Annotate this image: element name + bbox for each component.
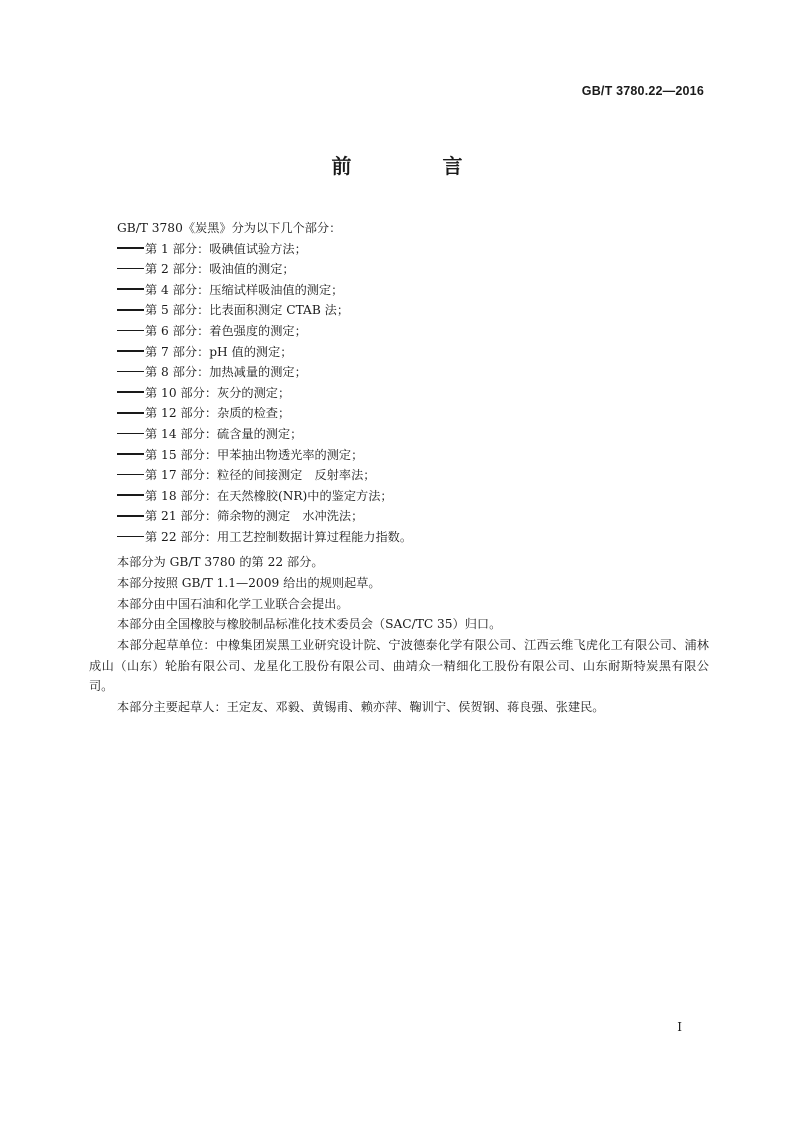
page-title: 前 言: [331, 154, 505, 178]
em-dash-marker: [117, 515, 144, 517]
standard-code: GB/T 3780.22—2016: [581, 84, 704, 98]
part-item: [117, 280, 710, 301]
part-item: [117, 465, 710, 486]
statement-is-part: 本部分为 GB/T 3780 的第 22 部分。: [117, 555, 324, 569]
em-dash-marker: [117, 288, 144, 290]
part-item-text: 第 17 部分：粒径的间接测定 反射率法；: [145, 468, 376, 483]
part-item: [117, 259, 710, 280]
part-item-text: 第 12 部分：杂质的检查；: [145, 406, 291, 421]
part-item-text: 第 1 部分：吸碘值试验方法；: [145, 241, 307, 256]
em-dash-marker: [117, 536, 144, 538]
statement-administered-by: 本部分由全国橡胶与橡胶制品标准化技术委员会（SAC/TC 35）归口。: [117, 617, 502, 631]
em-dash-marker: [117, 247, 144, 249]
em-dash-marker: [117, 350, 144, 352]
part-item: [117, 342, 710, 363]
em-dash-marker: [117, 494, 144, 496]
em-dash-marker: [117, 391, 144, 393]
em-dash-marker: [117, 453, 144, 455]
part-item: [117, 321, 710, 342]
part-item-text: 第 4 部分：压缩试样吸油值的测定；: [145, 282, 344, 297]
part-item: [117, 403, 710, 424]
part-item: [117, 362, 710, 383]
em-dash-marker: [117, 268, 144, 270]
part-item-text: 第 6 部分：着色强度的测定；: [145, 323, 307, 338]
part-item-text: 第 18 部分：在天然橡胶(NR)中的鉴定方法；: [145, 488, 393, 503]
statement-drafters: 本部分主要起草人：王定友、邓毅、黄锡甫、赖亦萍、鞠训宁、侯贺钢、蒋良强、张建民。: [117, 700, 605, 714]
em-dash-marker: [117, 330, 144, 332]
statement-drafting-rule: 本部分按照 GB/T 1.1—2009 给出的规则起草。: [117, 576, 381, 590]
part-item-text: 第 5 部分：比表面积测定 CTAB 法；: [145, 303, 350, 318]
part-item: [117, 527, 710, 548]
part-item: [117, 239, 710, 260]
em-dash-marker: [117, 309, 144, 311]
part-item-text: 第 21 部分：筛余物的测定 水冲洗法；: [145, 509, 364, 524]
foreword-body: [117, 218, 710, 548]
em-dash-marker: [117, 412, 144, 414]
statement-proposed-by: 本部分由中国石油和化学工业联合会提出。: [117, 597, 349, 611]
statement-drafting-units: 本部分起草单位：中橡集团炭黑工业研究设计院、宁波德泰化学有限公司、江西云维飞虎化工有限公司、浦林成山（山东）轮胎有限公司、龙星化工股份有限公司、曲靖众一精细化工股份有限公司、山东耐斯特炭黑有限公司。: [89, 638, 709, 694]
part-item: [117, 424, 710, 445]
part-item-text: 第 2 部分：吸油值的测定；: [145, 262, 295, 277]
em-dash-marker: [117, 474, 144, 476]
em-dash-marker: [117, 371, 144, 373]
part-item: [117, 300, 710, 321]
part-item: [117, 445, 710, 466]
intro-line: GB/T 3780《炭黑》分为以下几个部分：: [117, 221, 342, 235]
parts-list: [117, 239, 710, 548]
part-item: [117, 506, 710, 527]
part-item-text: 第 7 部分：pH 值的测定；: [145, 344, 293, 359]
part-item-text: 第 22 部分：用工艺控制数据计算过程能力指数。: [145, 529, 413, 544]
part-item-text: 第 15 部分：甲苯抽出物透光率的测定；: [145, 447, 364, 462]
part-item-text: 第 8 部分：加热减量的测定；: [145, 365, 307, 380]
part-item: [117, 383, 710, 404]
page-number: I: [677, 1020, 682, 1034]
em-dash-marker: [117, 433, 144, 435]
part-item-text: 第 14 部分：硫含量的测定；: [145, 426, 303, 441]
part-item: [117, 486, 710, 507]
part-item-text: 第 10 部分：灰分的测定；: [145, 385, 291, 400]
